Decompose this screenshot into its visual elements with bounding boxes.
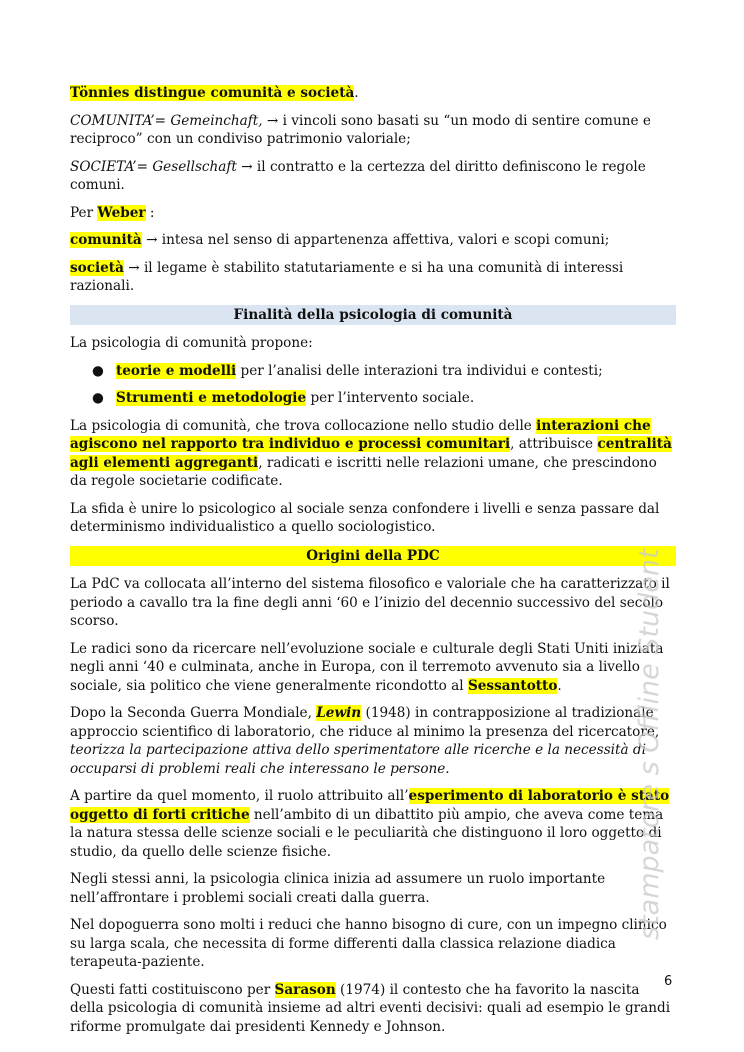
paragraph-comunita: COMUNITA’= Gemeinchaft, → i vincoli sono basati su “un modo di sentire comune e reciproco” con un condiviso patrimonio valoriale; bbox=[70, 112, 651, 147]
paragraph-weber: Per Weber : bbox=[70, 204, 155, 221]
section-heading-finalita: Finalità della psicologia di comunità bbox=[70, 305, 676, 326]
paragraph-tonnies: Tönnies distingue comunità e società. bbox=[70, 85, 359, 101]
paragraph-comunita-def: comunità → intesa nel senso di appartenenza affettiva, valori e scopi comuni; bbox=[70, 232, 610, 248]
paragraph-societa-def: società → il legame è stabilito statutariamente e si ha una comunità di interessi razionali. bbox=[70, 259, 624, 294]
paragraph-esperimento: A partire da quel momento, il ruolo attribuito all’esperimento di laboratorio è stato oggetto di forti critiche nell’ambito di un dibattito più ampio, che aveva come tema la natura stessa delle scienze sociali e le peculiarità che distinguono il loro oggetto di studio, da quello delle scienze fisiche. bbox=[70, 788, 670, 860]
page-number: 6 bbox=[664, 974, 673, 989]
list-item: ● Strumenti e metodologie per l’intervento sociale. bbox=[92, 390, 475, 406]
watermark: stampatore s Offline Student bbox=[634, 548, 665, 940]
paragraph-radici: Le radici sono da ricercare nell’evoluzione sociale e culturale degli Stati Uniti iniziata negli anni ‘40 e culminata, anche in Europa, con il terremoto avvenuto sia a livello sociale, sia politico che viene generalmente ricondotto al Sessantotto. bbox=[70, 640, 664, 694]
paragraph-societa: SOCIETA’= Gesellschaft → il contratto e la certezza del diritto definiscono le regole comuni. bbox=[70, 158, 646, 193]
bullet-icon: ● bbox=[92, 362, 104, 379]
bullet-icon: ● bbox=[92, 390, 104, 406]
section-heading-origini: Origini della PDC bbox=[70, 546, 676, 567]
paragraph-collocazione: La psicologia di comunità, che trova collocazione nello studio delle interazioni che agiscono nel rapporto tra individuo e processi comunitari, attribuisce centralità agli elementi aggreganti, radicati e iscritti nelle relazioni umane, che prescindono da regole societarie codificate. bbox=[70, 417, 672, 489]
paragraph-sfida: La sfida è unire lo psicologico al sociale senza confondere i livelli e senza passare dal determinismo individualistico a quello sociologistico. bbox=[70, 500, 660, 535]
paragraph-dopoguerra: Nel dopoguerra sono molti i reduci che hanno bisogno di cure, con un impegno clinico su larga scala, che necessita di forme differenti dalla classica relazione diadica terapeuta-paziente. bbox=[70, 917, 667, 970]
paragraph-propone: La psicologia di comunità propone: bbox=[70, 335, 313, 351]
document-body bbox=[70, 84, 676, 1045]
paragraph-sarason: Questi fatti costituiscono per Sarason (1974) il contesto che ha favorito la nascita della psicologia di comunità insieme ad altri eventi decisivi: quali ad esempio le grandi riforme promulgate dai presidenti Kennedy e Johnson. bbox=[70, 981, 671, 1035]
list-item: ● teorie e modelli per l’analisi delle interazioni tra individui e contesti; bbox=[92, 362, 603, 379]
paragraph-pdc: La PdC va collocata all’interno del sistema filosofico e valoriale che ha caratterizzato il periodo a cavallo tra la fine degli anni ‘60 e l’inizio del decennio successivo del secolo scorso. bbox=[70, 576, 670, 629]
bullet-list bbox=[70, 362, 676, 408]
paragraph-clinica: Negli stessi anni, la psicologia clinica inizia ad assumere un ruolo importante nell’affrontare i problemi sociali creati dalla guerra. bbox=[70, 871, 606, 906]
paragraph-lewin: Dopo la Seconda Guerra Mondiale, Lewin (1948) in contrapposizione al tradizionale approccio scientifico di laboratorio, che riduce al minimo la presenza del ricercatore, teorizza la partecipazione attiva dello sperimentatore alle ricerche e la necessità di occuparsi di problemi reali che interessano le persone. bbox=[70, 705, 660, 777]
